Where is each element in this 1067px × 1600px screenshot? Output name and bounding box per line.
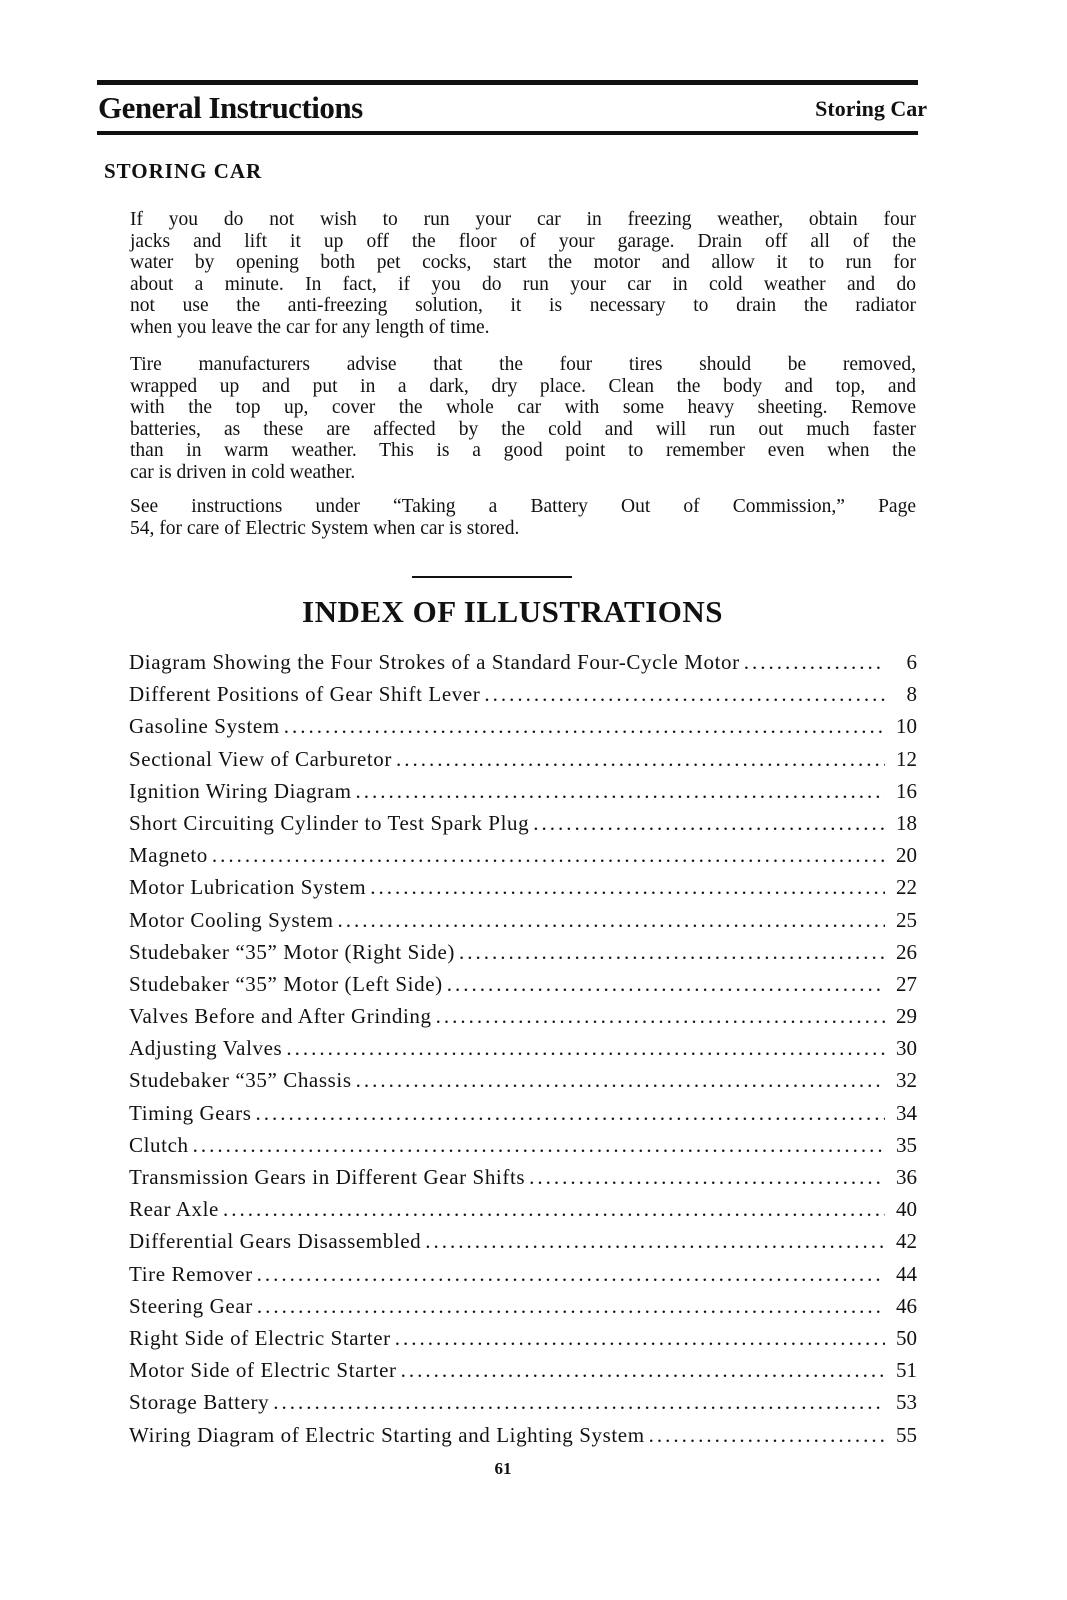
index-entry-title: Gasoline System <box>129 714 280 739</box>
paragraph-3 <box>130 496 916 539</box>
index-entry <box>129 1294 917 1326</box>
index-entry-title: Timing Gears <box>129 1100 252 1125</box>
dot-leader <box>744 650 885 675</box>
index-entry-page: 36 <box>896 1165 917 1189</box>
index-entry <box>129 747 917 779</box>
index-entry <box>129 1068 917 1100</box>
index-entry <box>129 682 917 714</box>
index-entry <box>129 972 917 1004</box>
index-entry <box>129 1423 917 1455</box>
index-entry-page: 18 <box>896 810 917 835</box>
dot-leader <box>529 1165 885 1190</box>
text-line: than in warm weather. This is a good point to remember even when the <box>130 440 916 462</box>
text-line: when you leave the car for any length of time. <box>130 316 490 338</box>
dot-leader <box>447 972 885 997</box>
index-entry-title: Studebaker “35” Motor (Left Side) <box>129 971 443 996</box>
index-entry-title: Valves Before and After Grinding <box>129 1004 432 1029</box>
dot-leader <box>396 747 885 772</box>
section-divider <box>412 576 572 578</box>
index-entry <box>129 1390 917 1422</box>
index-entry-page: 51 <box>896 1358 917 1383</box>
text-line: jacks and lift it up off the floor of your garage. Drain off all of the <box>130 230 916 252</box>
index-entry <box>129 811 917 843</box>
text-line: car is driven in cold weather. <box>130 461 356 483</box>
index-entry <box>129 908 917 940</box>
index-entry-title: Transmission Gears in Different Gear Shifts <box>129 1165 526 1189</box>
text-line: water by opening both pet cocks, start the motor and allow it to run for <box>130 252 916 274</box>
index-entry-title: Steering Gear <box>129 1293 253 1318</box>
index-entry-title: Studebaker “35” Chassis <box>129 1068 352 1093</box>
index-entry-title: Sectional View of Carburetor <box>129 746 392 771</box>
index-entry-page: 34 <box>896 1100 917 1125</box>
index-entry-page: 26 <box>896 939 917 964</box>
index-entry-page: 32 <box>896 1068 917 1093</box>
index-entry-page: 40 <box>896 1197 917 1222</box>
index-entry-title: Magneto <box>129 843 208 868</box>
index-entry-page: 16 <box>896 778 917 803</box>
header-top-rule <box>97 80 918 85</box>
index-entry-page: 27 <box>896 971 917 996</box>
index-entry-page: 55 <box>896 1422 917 1447</box>
text-line: wrapped up and put in a dark, dry place. Clean the body and top, and <box>130 375 916 397</box>
index-entry-page: 12 <box>896 746 917 771</box>
text-line: batteries, as these are affected by the cold and will run out much faster <box>130 418 916 440</box>
index-entry-page: 8 <box>906 682 917 707</box>
index-entry <box>129 1004 917 1036</box>
index-entry-page: 20 <box>896 843 917 868</box>
index-entry <box>129 1262 917 1294</box>
index-entry-page: 25 <box>896 907 917 932</box>
index-entry-title: Storage Battery <box>129 1390 270 1415</box>
running-head-title: General Instructions <box>98 90 363 125</box>
index-entry-page: 30 <box>896 1036 917 1061</box>
index-entry-title: Adjusting Valves <box>129 1036 283 1061</box>
index-entry <box>129 779 917 811</box>
text-line: If you do not wish to run your car in freezing weather, obtain four <box>130 209 916 230</box>
text-line: Tire manufacturers advise that the four tires should be removed, <box>130 354 916 375</box>
header-bottom-rule <box>97 131 918 135</box>
index-entry-page: 29 <box>896 1004 917 1029</box>
dot-leader <box>649 1423 885 1448</box>
index-entry-title: Diagram Showing the Four Strokes of a Standard Four-Cycle Motor <box>129 650 740 674</box>
dot-leader <box>273 1390 885 1415</box>
index-entry <box>129 1326 917 1358</box>
index-entry-page: 10 <box>896 714 917 739</box>
text-line: See instructions under “Taking a Battery Out of Commission,” Page <box>130 496 916 517</box>
dot-leader <box>370 875 885 900</box>
index-entry-title: Rear Axle <box>129 1197 219 1222</box>
dot-leader <box>257 1262 885 1287</box>
dot-leader <box>484 682 885 707</box>
index-entry <box>129 1165 917 1197</box>
index-entry-title: Different Positions of Gear Shift Lever <box>129 682 481 707</box>
text-line: not use the anti-freezing solution, it is necessary to drain the radiator <box>130 295 916 317</box>
dot-leader <box>286 1036 885 1061</box>
index-entry-title: Motor Lubrication System <box>129 875 367 900</box>
index-entry-title: Studebaker “35” Motor (Right Side) <box>129 939 456 964</box>
paragraph-2 <box>130 354 916 484</box>
index-entry <box>129 714 917 746</box>
index-entry-title: Motor Side of Electric Starter <box>129 1358 397 1383</box>
index-entry <box>129 1133 917 1165</box>
index-list <box>129 650 917 1455</box>
index-entry <box>129 940 917 972</box>
dot-leader <box>193 1133 885 1158</box>
dot-leader <box>256 1101 885 1126</box>
index-entry-page: 42 <box>896 1229 917 1254</box>
page-number: 61 <box>494 1459 512 1478</box>
dot-leader <box>257 1294 885 1319</box>
index-entry <box>129 1197 917 1229</box>
dot-leader <box>338 908 885 933</box>
index-entry-title: Wiring Diagram of Electric Starting and Lighting System <box>129 1422 645 1447</box>
text-line: about a minute. In fact, if you do run your car in cold weather and do <box>130 273 916 295</box>
index-entry-page: 22 <box>896 875 917 900</box>
index-entry-title: Clutch <box>129 1132 189 1157</box>
text-line: with the top up, cover the whole car with some heavy sheeting. Remove <box>130 397 916 419</box>
dot-leader <box>395 1326 885 1351</box>
index-entry-title: Right Side of Electric Starter <box>129 1325 391 1350</box>
index-entry <box>129 875 917 907</box>
index-entry <box>129 843 917 875</box>
index-entry-page: 46 <box>896 1293 917 1318</box>
index-entry-page: 53 <box>896 1390 917 1415</box>
dot-leader <box>212 843 885 868</box>
index-entry <box>129 650 917 682</box>
index-entry-title: Short Circuiting Cylinder to Test Spark Plug <box>129 810 530 835</box>
dot-leader <box>401 1358 885 1383</box>
index-title: INDEX OF ILLUSTRATIONS <box>302 594 723 629</box>
index-entry-page: 44 <box>896 1261 917 1286</box>
dot-leader <box>459 940 885 965</box>
index-entry <box>129 1229 917 1261</box>
index-entry-title: Differential Gears Disassembled <box>129 1229 422 1254</box>
index-entry-page: 50 <box>896 1325 917 1350</box>
running-head-section: Storing Car <box>815 96 927 121</box>
dot-leader <box>356 779 885 804</box>
index-entry-title: Tire Remover <box>129 1261 253 1286</box>
paragraph-1 <box>130 209 916 339</box>
index-entry-title: Ignition Wiring Diagram <box>129 778 352 803</box>
index-entry-title: Motor Cooling System <box>129 907 334 932</box>
dot-leader <box>356 1068 885 1093</box>
dot-leader <box>223 1197 885 1222</box>
dot-leader <box>533 811 885 836</box>
index-entry <box>129 1036 917 1068</box>
dot-leader <box>425 1229 885 1254</box>
index-entry <box>129 1101 917 1133</box>
index-entry-page: 6 <box>906 650 917 674</box>
index-entry-page: 35 <box>896 1132 917 1157</box>
dot-leader <box>436 1004 885 1029</box>
index-entry <box>129 1358 917 1390</box>
dot-leader <box>284 714 885 739</box>
section-heading: STORING CAR <box>104 159 263 183</box>
text-line: 54, for care of Electric System when car is stored. <box>130 517 520 539</box>
